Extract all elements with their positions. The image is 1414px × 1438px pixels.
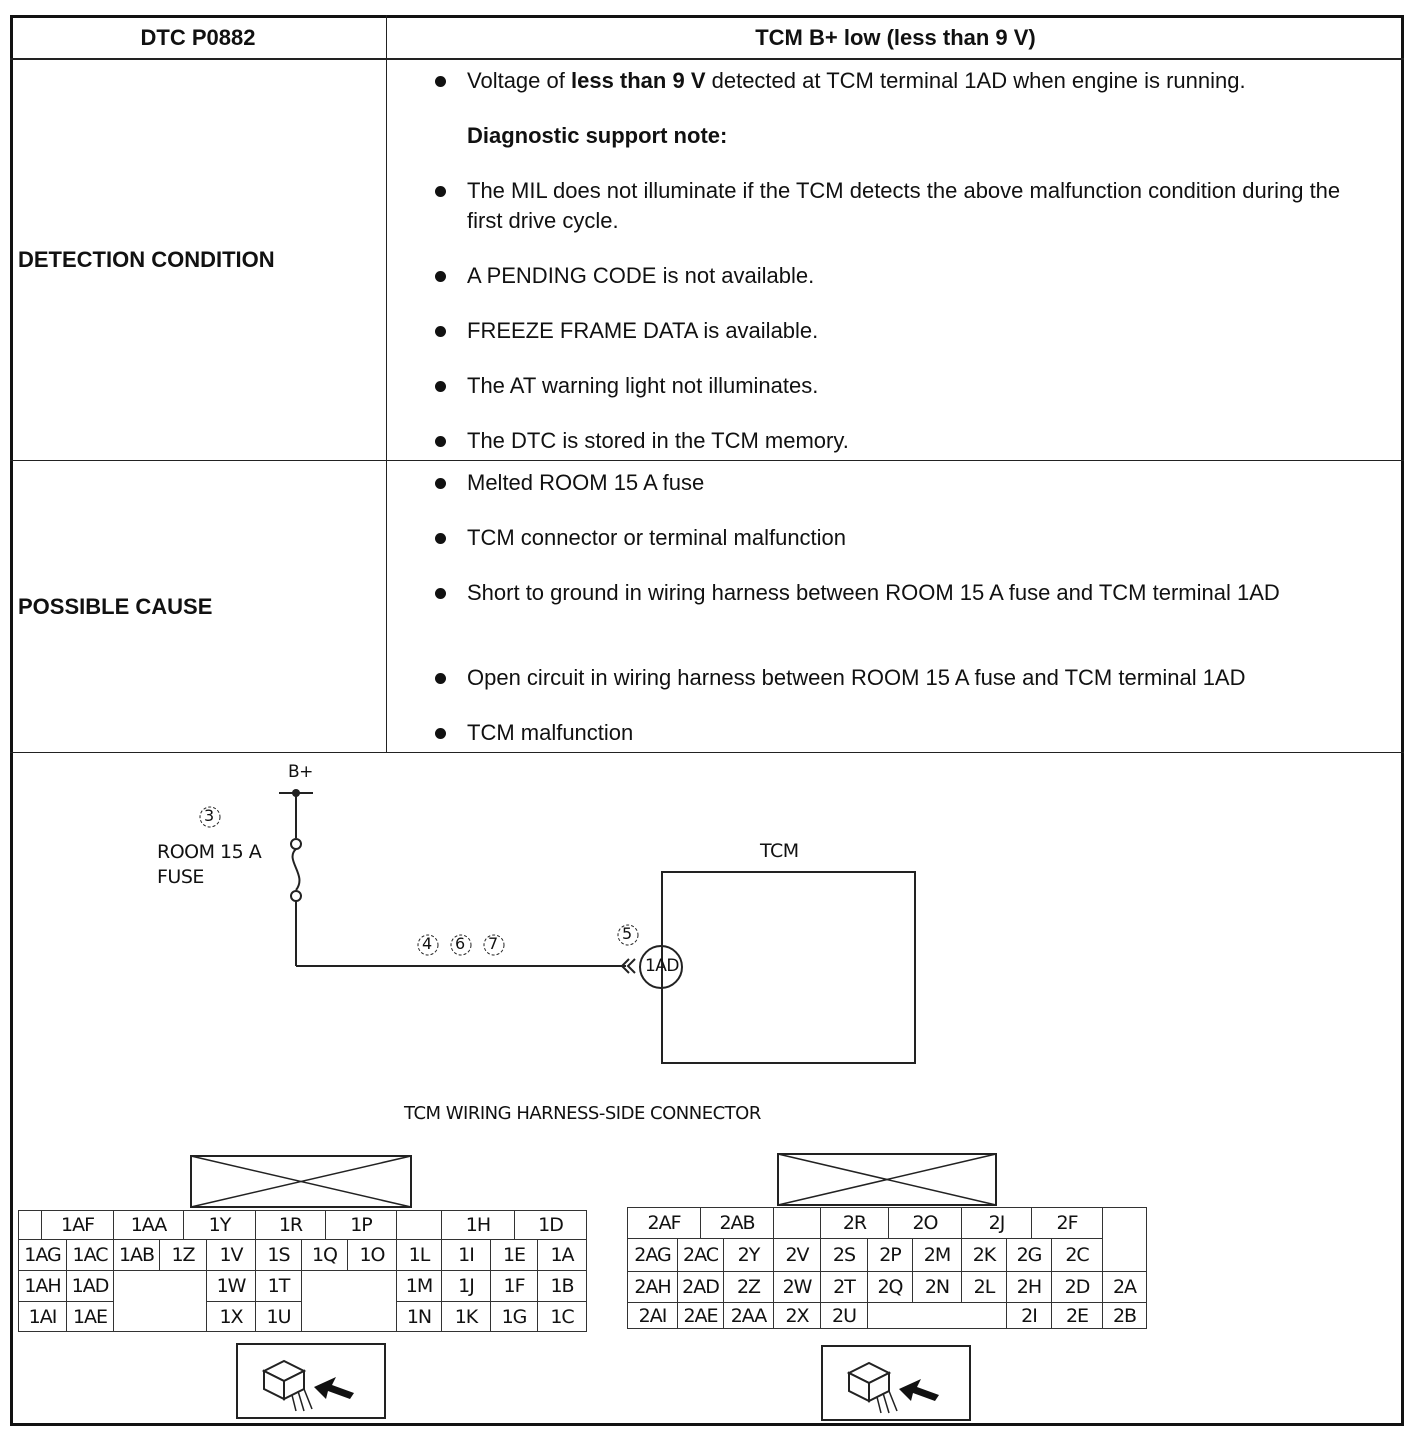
terminal-cell: 2AE [677, 1302, 724, 1329]
connector-2-lock [777, 1153, 997, 1207]
fuse-terminal-bottom [291, 891, 301, 901]
cause-bullet: Open circuit in wiring harness between ROOM 15 A fuse and TCM terminal 1AD [467, 665, 1246, 690]
terminal-cell: 1Q [301, 1239, 348, 1271]
terminal-cell: 2C [1051, 1238, 1103, 1272]
bullet-icon [435, 76, 446, 87]
terminal-cell: 2M [912, 1238, 962, 1272]
fuse-element [293, 849, 300, 890]
dtc-title: TCM B+ low (less than 9 V) [755, 25, 1036, 50]
cause-bullet: TCM malfunction [467, 720, 634, 745]
fuse-label-line1: ROOM 15 A [157, 841, 262, 863]
terminal-cell: 1S [255, 1239, 302, 1271]
fuse-number: 3 [204, 806, 214, 825]
terminal-cell: 2R [820, 1207, 889, 1239]
bplus-node [292, 789, 300, 797]
terminal-cell: 1Y [183, 1210, 256, 1240]
diagnostic-note-heading: Diagnostic support note: [467, 123, 728, 148]
terminal-cell: 2P [867, 1238, 913, 1272]
cause-bullet: Melted ROOM 15 A fuse [467, 470, 705, 495]
terminal-cell: 1P [325, 1210, 397, 1240]
terminal-cell: 1I [441, 1239, 491, 1271]
detection-label: DETECTION CONDITION [18, 247, 275, 272]
terminal-cell [18, 1210, 42, 1240]
terminal-cell: 2AG [627, 1238, 678, 1272]
detection-line-1-bold: less than 9 V [570, 68, 706, 93]
terminal-cell: 1M [396, 1270, 442, 1302]
terminal-cell [1102, 1207, 1147, 1272]
terminal-cell: 2U [820, 1302, 868, 1329]
terminal-cell: 2AA [723, 1302, 774, 1329]
detection-line-1-pre: Voltage of [467, 68, 571, 93]
bullet-icon [435, 271, 446, 282]
terminal-cell: 2N [912, 1271, 962, 1303]
tcm-label: TCM [760, 840, 799, 862]
terminal-cell: 2H [1006, 1271, 1052, 1303]
terminal-cell: 2B [1102, 1302, 1147, 1329]
terminal-cell: 2E [1051, 1302, 1103, 1329]
cause-bullet: Short to ground in wiring harness between ROOM 15 A fuse and TCM terminal 1AD [467, 580, 1280, 605]
terminal-cell: 2AD [677, 1271, 724, 1303]
terminal-cell: 2Z [723, 1271, 774, 1303]
harness-side-view-icon [821, 1345, 971, 1421]
wire-number: 7 [488, 934, 498, 953]
terminal-cell: 2G [1006, 1238, 1052, 1272]
terminal-cell [301, 1270, 397, 1332]
column-divider [386, 15, 387, 753]
terminal-cell: 2Q [867, 1271, 913, 1303]
wiring-diagram [0, 753, 1414, 1093]
detection-bullet: The MIL does not illuminate if the TCM detects the above malfunction condition during the first drive cycle. [467, 178, 1341, 233]
terminal-cell: 1G [490, 1301, 538, 1332]
terminal-1ad-label: 1AD [644, 956, 680, 976]
terminal-cell: 2AC [677, 1238, 724, 1272]
detection-bullet: The AT warning light not illuminates. [467, 373, 819, 398]
terminal-cell: 2AB [700, 1207, 774, 1239]
terminal-cell: 1W [206, 1270, 256, 1302]
terminal-cell: 1U [255, 1301, 302, 1332]
terminal-cell: 1A [537, 1239, 587, 1271]
terminal-cell: 2L [961, 1271, 1007, 1303]
dtc-code: DTC P0882 [140, 25, 256, 50]
terminal-number: 5 [622, 924, 632, 943]
terminal-cell: 1AD [66, 1270, 114, 1302]
bullet-icon [435, 588, 446, 599]
bullet-icon [435, 728, 446, 739]
terminal-cell: 2I [1006, 1302, 1052, 1329]
terminal-cell [867, 1302, 1007, 1329]
terminal-cell: 2X [773, 1302, 821, 1329]
terminal-cell: 2F [1031, 1207, 1103, 1239]
tcm-box [662, 872, 915, 1063]
terminal-cell: 2T [820, 1271, 868, 1303]
terminal-cell: 1AG [18, 1239, 67, 1271]
terminal-cell: 1H [441, 1210, 515, 1240]
header-divider [10, 58, 1404, 60]
terminal-cell: 2W [773, 1271, 821, 1303]
bullet-icon [435, 673, 446, 684]
terminal-cell: 1J [441, 1270, 491, 1302]
terminal-cell: 1AC [66, 1239, 114, 1271]
wire-number: 6 [455, 934, 465, 953]
bullet-icon [435, 186, 446, 197]
terminal-cell: 2V [773, 1238, 821, 1272]
terminal-cell: 1N [396, 1301, 442, 1332]
terminal-cell: 1D [514, 1210, 587, 1240]
row-divider-1 [10, 460, 1404, 461]
terminal-cell: 1B [537, 1270, 587, 1302]
terminal-cell: 2AI [627, 1302, 678, 1329]
terminal-cell: 1AF [41, 1210, 114, 1240]
terminal-cell: 1AI [18, 1301, 67, 1332]
detection-bullet: A PENDING CODE is not available. [467, 263, 815, 288]
connector-title: TCM WIRING HARNESS-SIDE CONNECTOR [404, 1103, 761, 1124]
bullet-icon [435, 326, 446, 337]
terminal-cell: 1E [490, 1239, 538, 1271]
terminal-cell: 1AA [113, 1210, 184, 1240]
terminal-cell: 1Z [159, 1239, 207, 1271]
detection-bullet: The DTC is stored in the TCM memory. [467, 428, 849, 453]
terminal-cell: 1AE [66, 1301, 114, 1332]
terminal-cell: 2K [961, 1238, 1007, 1272]
detection-line-1 [467, 66, 1367, 96]
fuse-label-line2: FUSE [157, 866, 204, 888]
terminal-cell: 1F [490, 1270, 538, 1302]
bullet-icon [435, 436, 446, 447]
terminal-cell: 1O [347, 1239, 397, 1271]
bullet-icon [435, 381, 446, 392]
connector-1-lock [190, 1155, 412, 1209]
terminal-cell: 1K [441, 1301, 491, 1332]
cause-label: POSSIBLE CAUSE [18, 594, 213, 619]
bullet-icon [435, 533, 446, 544]
terminal-cell: 2AH [627, 1271, 678, 1303]
terminal-cell: 2J [961, 1207, 1032, 1239]
terminal-cell [396, 1210, 442, 1240]
terminal-cell: 1AH [18, 1270, 67, 1302]
bullet-icon [435, 478, 446, 489]
terminal-cell: 2A [1102, 1271, 1147, 1303]
terminal-cell: 1V [206, 1239, 256, 1271]
terminal-cell: 1T [255, 1270, 302, 1302]
fuse-terminal-top [291, 839, 301, 849]
cause-bullet: TCM connector or terminal malfunction [467, 525, 847, 550]
terminal-cell: 1C [537, 1301, 587, 1332]
terminal-cell: 1L [396, 1239, 442, 1271]
detection-line-1-post: detected at TCM terminal 1AD when engine is running. [705, 68, 1246, 93]
terminal-cell: 1X [206, 1301, 256, 1332]
bplus-label: B+ [288, 762, 313, 782]
harness-side-view-icon [236, 1343, 386, 1419]
terminal-cell: 2O [888, 1207, 962, 1239]
terminal-cell [773, 1207, 821, 1239]
terminal-cell: 2AF [627, 1207, 701, 1239]
terminal-cell: 2D [1051, 1271, 1103, 1303]
terminal-cell: 1R [255, 1210, 326, 1240]
terminal-cell: 2Y [723, 1238, 774, 1272]
detection-bullet: FREEZE FRAME DATA is available. [467, 318, 819, 343]
terminal-cell: 1AB [113, 1239, 160, 1271]
wire-number: 4 [422, 934, 432, 953]
terminal-cell: 2S [820, 1238, 868, 1272]
terminal-cell [113, 1270, 207, 1332]
